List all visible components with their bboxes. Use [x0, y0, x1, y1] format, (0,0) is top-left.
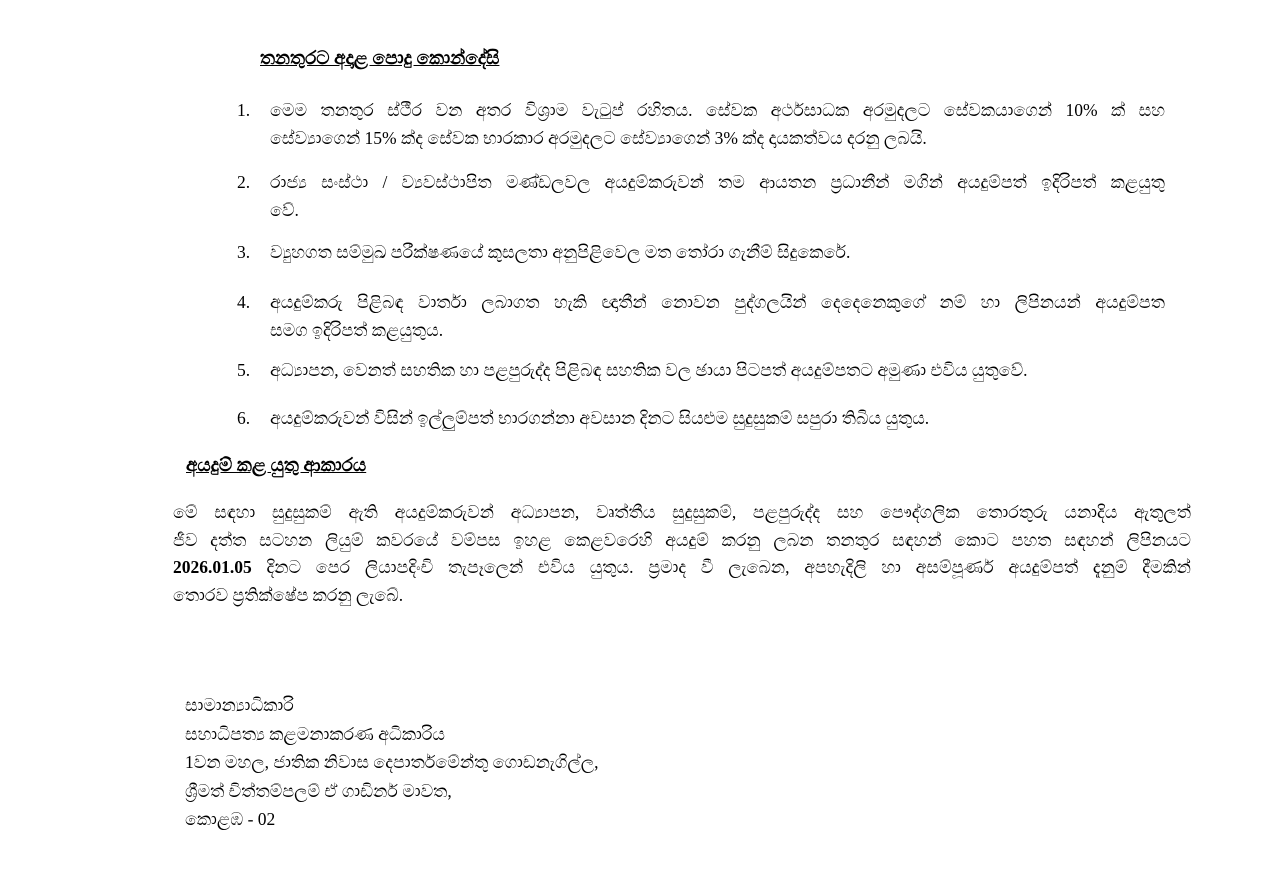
condition-text-line: මෙම තනතුර ස්ථීර වන අතර විශ්‍රාම වැටුප් රහිතය. සේවක අර්ථසාධක අරමුදලට සේවකයාගෙන් 10% ක් සහ [270, 100, 1165, 120]
paragraph-line: ජීව දත්ත සටහන ලියුම් කවරයේ වම්පස ඉහළ කෙළවරෙහි අයදුම් කරනු ලබන තනතුර සඳහන් කොට පහත සඳහන් ලිපිනයට [173, 529, 1191, 550]
how-to-apply-paragraph [173, 499, 1191, 609]
condition-number: 6. [237, 408, 251, 428]
condition-text-line: සමග ඉදිරිපත් කළයුතුය. [270, 320, 444, 340]
address-city: කොළඹ - 02 [185, 809, 276, 829]
paragraph-line-text: දිනට පෙර ලියාපදිංචි තැපෑලෙන් එවිය යුතුය. ප්‍රමාද වී ලැබෙන, අපහැදිලි හා අසම්පූර්ණ අයදුම්පත් දැනුම් දීමකින් [251, 557, 1191, 577]
condition-number: 1. [237, 100, 251, 120]
condition-text-line: අයදුම්කරුවන් විසින් ඉල්ලුම්පත් භාරගන්නා අවසාන දිනට සියළුම සුදුසුකම් සපුරා තිබිය යුතුය. [270, 408, 930, 428]
condition-text-line: වේ. [270, 200, 299, 220]
condition-item-5 [237, 356, 1165, 384]
signature-block [185, 691, 599, 834]
condition-text-line: රාජ්‍ය සංස්ථා / ව්‍යවස්ථාපිත මණ්ඩලවල අයදුම්කරුවන් තම ආයතන ප්‍රධානීන් මගින් අයදුම්පත් ඉදිරිපත් කළයුතු [270, 172, 1165, 192]
address-line-1: 1වන මහල, ජාතික නිවාස දෙපාර්තමේන්තු ගොඩනැගිල්ල, [185, 752, 599, 772]
paragraph-line: මේ සඳහා සුදුසුකම් ඇති අයදුම්කරුවන් අධ්‍යාපන, වෘත්තීය සුදුසුකම්, පළපුරුද්ද සහ පෞද්ගලික තොරතුරු යනාදිය ඇතුලත් [173, 502, 1191, 522]
condition-item-2 [237, 168, 1165, 224]
condition-item-3 [237, 238, 1165, 266]
signatory-title: සාමාන්‍යාධිකාරි [185, 695, 294, 715]
condition-number: 3. [237, 242, 251, 262]
condition-item-4 [237, 288, 1165, 344]
condition-item-1 [237, 96, 1165, 152]
how-to-apply-heading: අයදුම් කළ යුතු ආකාරය [186, 456, 367, 476]
paragraph-line [173, 554, 1191, 582]
condition-item-6 [237, 404, 1165, 432]
condition-text-line: අධ්‍යාපන, වෙනත් සහතික හා පළපුරුද්ද පිළිබඳ සහතික වල ඡායා පිටපත් අයදුම්පතට අමුණා එවිය යුතුවේ. [270, 360, 1028, 380]
address-line-2: ශ්‍රීමත් චිත්තම්පලම් ඒ ගාඩිනර් මාවත, [185, 780, 452, 801]
condition-text-line: සේව්‍යාගෙන් 15% ක්ද සේවක භාරකාර අරමුදලට සේව්‍යාගෙන් 3% ක්ද දායකත්වය දරනු ලබයි. [270, 128, 927, 148]
condition-text-line: අයදුම්කරු පිළිබඳ වාර්තා ලබාගත හැකි ඥාතීන් නොවන පුද්ගලයින් දෙදෙනෙකුගේ නම් හා ලිපිනයන් අයදුම්පත [270, 292, 1165, 312]
condition-number: 2. [237, 172, 251, 192]
application-deadline-date: 2026.01.05 [173, 557, 252, 577]
condition-text-line: ව්‍යුහගත සම්මුඛ පරීක්ෂණයේ කුසලතා අනුපිළිවෙල මත තෝරා ගැනීම් සිදුකෙරේ. [270, 242, 851, 262]
condition-number: 4. [237, 292, 251, 312]
organization-name: සහාධිපත්‍ය කළමනාකරණ අධිකාරිය [185, 723, 445, 744]
paragraph-line: තොරව ප්‍රතික්ෂේප කරනු ලැබේ. [173, 584, 404, 605]
general-conditions-heading: තනතුරට අදාළ පොදු කොන්දේසි [260, 49, 500, 69]
condition-number: 5. [237, 360, 251, 380]
